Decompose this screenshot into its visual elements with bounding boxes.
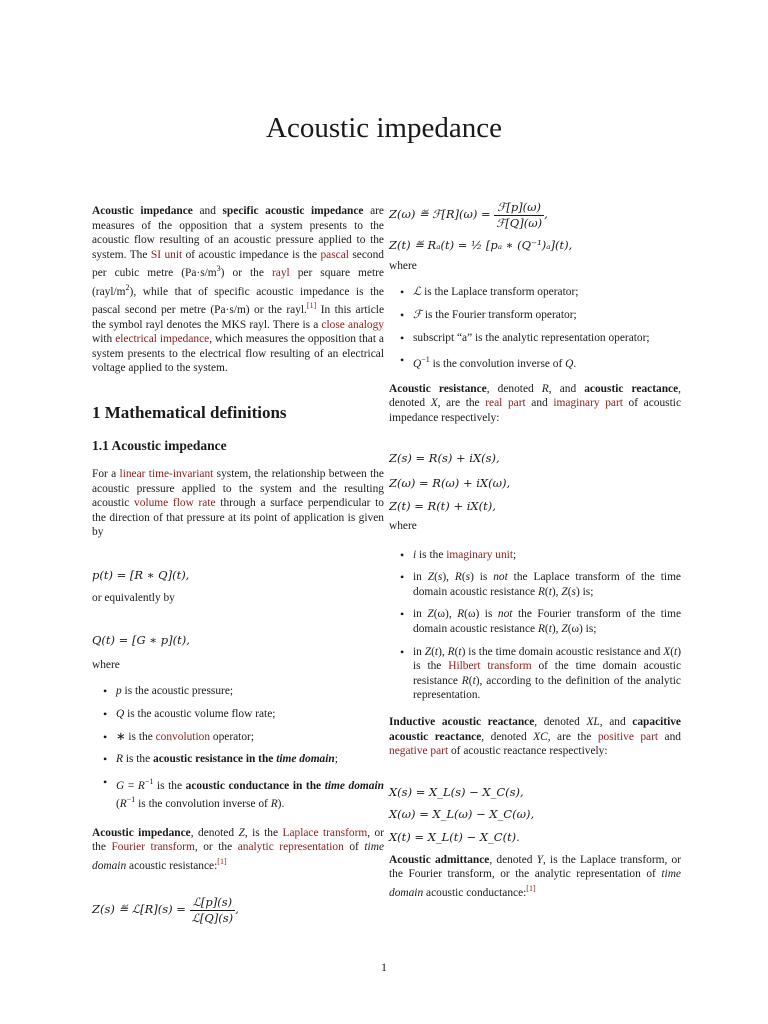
list-item: • ℒ is the Laplace transform operator;	[389, 285, 681, 300]
equation-z-omega: Z(ω) = R(ω) + iX(ω),	[389, 475, 511, 490]
resistance-reactance-paragraph: Acoustic resistance, denoted R, and acoustic reactance, denoted X, are the real part and imaginary part of acoustic impedance respectively:	[389, 382, 681, 424]
section-heading-mathematical-definitions: 1 Mathematical definitions	[92, 402, 287, 422]
link-electrical-impedance[interactable]: electrical impedance	[115, 333, 210, 346]
definitions-list	[92, 684, 384, 811]
link-fourier-transform[interactable]: Fourier transform	[111, 841, 195, 854]
equation-analytic-impedance: Z(t) ≝ Rₐ(t) = ½ [pₐ ∗ (Q⁻¹)ₐ](t),	[389, 238, 573, 253]
link-hilbert-transform[interactable]: Hilbert transform	[448, 660, 532, 673]
link-linear-time-invariant[interactable]: linear time-invariant	[119, 468, 214, 481]
term-acoustic-impedance: Acoustic impedance	[92, 205, 193, 217]
text-where: where	[92, 658, 120, 671]
link-close-analogy[interactable]: close analogy	[321, 318, 384, 331]
list-item: • ℱ is the Fourier transform operator;	[389, 308, 681, 323]
list-item: • p is the acoustic pressure;	[92, 684, 384, 699]
page-number: 1	[381, 960, 387, 974]
reactance-parts-paragraph: Inductive acoustic reactance, denoted XL, and capacitive acoustic reactance, denoted XC, are the positive part and negative part of acoustic reactance respectively:	[389, 716, 681, 758]
link-imaginary-part[interactable]: imaginary part	[553, 397, 623, 410]
right-column	[389, 200, 681, 900]
term-specific-acoustic-impedance: specific acoustic impedance	[222, 205, 364, 217]
operators-list	[389, 285, 681, 371]
equation-laplace-impedance: Z(s) ≝ ℒ[R](s) = $\frac{\text{ℒ[p](s)}}{\text{ℒ[Q](s)}}$ ,	[92, 895, 239, 925]
equation-x-s: X(s) = X_L(s) − X_C(s),	[389, 784, 524, 799]
equation-x-omega: X(ω) = X_L(ω) − X_C(ω),	[389, 807, 535, 822]
list-item: • i is the imaginary unit;	[389, 548, 681, 563]
link-convolution[interactable]: convolution	[155, 730, 211, 743]
link-negative-part[interactable]: negative part	[389, 745, 449, 758]
list-item: • R is the acoustic resistance in the time domain;	[92, 752, 384, 767]
equation-pressure: p(t) = [R ∗ Q](t),	[92, 568, 190, 583]
list-item: • $Q^{-1}$ is the convolution inverse of Q.	[389, 353, 681, 371]
list-item: • ∗ is the convolution operator;	[92, 730, 384, 745]
subsection-heading-acoustic-impedance: 1.1 Acoustic impedance	[92, 437, 227, 453]
reference-link[interactable]: [1]	[526, 883, 536, 893]
link-pascal[interactable]: pascal	[320, 248, 349, 261]
link-analytic-representation[interactable]: analytic representation	[237, 841, 344, 854]
link-si-unit[interactable]: SI unit	[150, 248, 183, 261]
lti-paragraph: For a linear time-invariant system, the relationship between the acoustic pressure applied to the system and the resulting acoustic volume flow rate through a surface perpendicular to the direction of that pressure at its point of application is given by	[92, 468, 385, 539]
equation-z-s: Z(s) = R(s) + iX(s),	[389, 451, 500, 466]
link-positive-part[interactable]: positive part	[597, 730, 659, 743]
link-real-part[interactable]: real part	[485, 397, 526, 410]
link-volume-flow-rate[interactable]: volume flow rate	[134, 497, 216, 510]
link-imaginary-unit[interactable]: imaginary unit	[446, 548, 513, 561]
link-laplace-transform[interactable]: Laplace transform	[282, 826, 368, 839]
reference-link[interactable]: [1]	[217, 856, 227, 866]
text-or-equivalently: or equivalently by	[92, 591, 175, 604]
equation-x-t: X(t) = X_L(t) − X_C(t).	[389, 830, 520, 845]
equation-z-t: Z(t) = R(t) + iX(t),	[389, 498, 496, 513]
list-item: • in Z(s), R(s) is not the Laplace transform of the time domain acoustic resistance R(t), Z(s) is;	[389, 570, 681, 599]
left-column	[92, 204, 384, 925]
admittance-paragraph: Acoustic admittance, denoted Y, is the Laplace transform, or the Fourier transform, or the analytic representation of time domain acoustic conductance:[1]	[389, 853, 681, 899]
equation-flow: Q(t) = [G ∗ p](t),	[92, 633, 190, 648]
reference-link[interactable]: [1]	[306, 301, 317, 311]
page-title: Acoustic impedance	[266, 112, 502, 144]
text-where: where	[389, 259, 417, 272]
components-list	[389, 548, 681, 703]
list-item: • in Z(ω), R(ω) is not the Fourier transform of the time domain acoustic resistance R(t), Z(ω) is;	[389, 607, 681, 636]
text-where: where	[389, 520, 417, 533]
equation-fourier-impedance: Z(ω) ≝ ℱ[R](ω) = $\frac{\text{ℱ[p](ω)}}{\text{ℱ[Q](ω)}}$ ,	[389, 200, 548, 230]
list-item: • in Z(t), R(t) is the time domain acoustic resistance and X(t) is the Hilbert transform of the time domain acoustic resistance R(t), according to the definition of the analytic representation.	[389, 645, 681, 703]
list-item: • $G = R^{-1}$ is the acoustic conductance in the time domain ($R^{-1}$ is the convolution inverse of R).	[92, 775, 384, 812]
link-rayl[interactable]: rayl	[271, 267, 290, 280]
list-item: • Q is the acoustic volume flow rate;	[92, 707, 384, 722]
intro-paragraph: Acoustic impedance and specific acoustic impedance are measures of the opposition that a system presents to the acoustic flow resulting of an acoustic pressure applied to the system. The SI unit of acoustic impedance is the pascal second per cubic metre $(Pa\cdot s/m^3)$ or the rayl per square metre $(rayl/m^2)$, while that of specific acoustic impedance is the pascal second per metre (Pa·s/m) or the rayl.[1] In this article the symbol rayl denotes the MKS rayl. There is a close analogy with electrical impedance, which measures the opposition that a system presents to the electrical flow resulting of an electrical voltage applied to the system.	[92, 205, 385, 375]
list-item: • subscript “a” is the analytic representation operator;	[389, 331, 681, 346]
acoustic-impedance-definition: Acoustic impedance, denoted Z, is the Laplace transform, or the Fourier transform, or the analytic representation of time domain acoustic resistance:[1]	[92, 826, 385, 872]
